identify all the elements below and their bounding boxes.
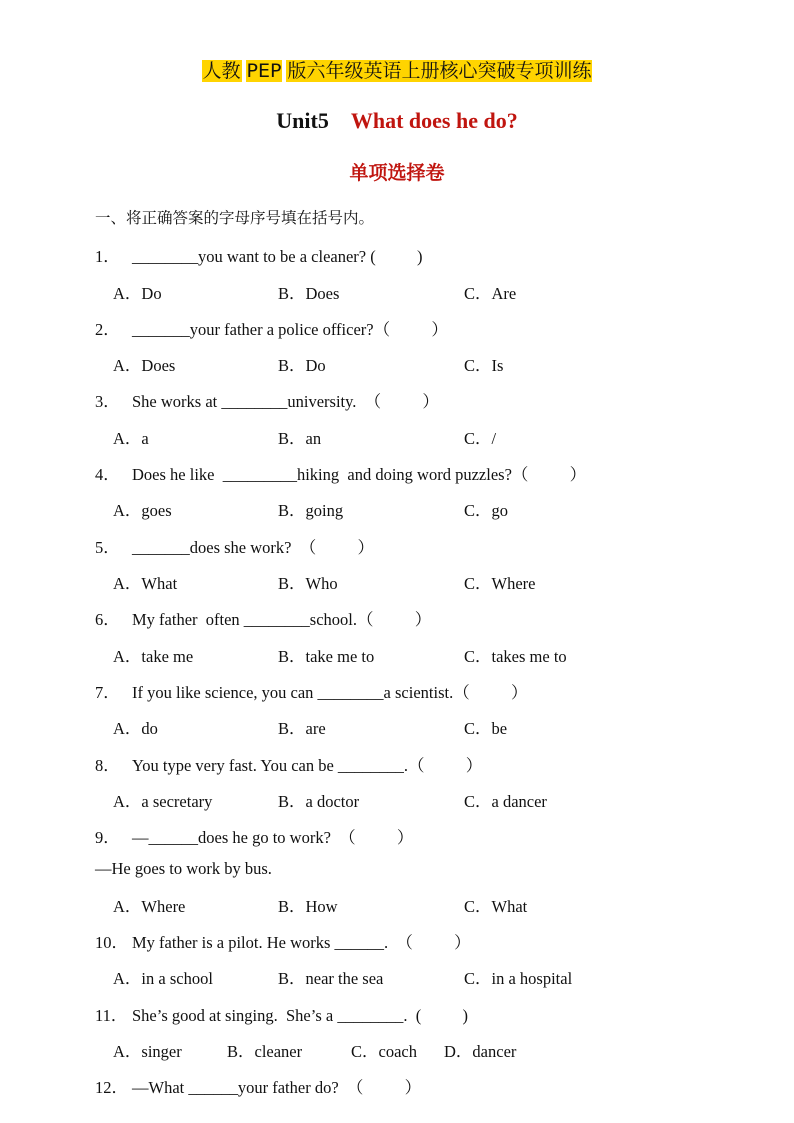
option-a[interactable]: A．Does bbox=[113, 356, 176, 375]
question-number: 3． bbox=[95, 392, 120, 411]
option-b[interactable]: B．take me to bbox=[278, 647, 375, 666]
question-number: 5． bbox=[95, 538, 120, 557]
option-b[interactable]: B．Do bbox=[278, 356, 326, 375]
question-text: She works at ________university. （ ） bbox=[132, 392, 439, 411]
question-8 bbox=[95, 752, 482, 776]
question-text: My father is a pilot. He works ______. （ ） bbox=[132, 933, 471, 952]
question-text: —______does he go to work? （ ） bbox=[132, 828, 414, 847]
option-a[interactable]: A．in a school bbox=[113, 969, 213, 988]
option-c[interactable]: C．in a hospital bbox=[464, 969, 573, 988]
option-b[interactable]: B．are bbox=[278, 719, 326, 738]
banner-part-course: 版六年级英语上册核心突破专项训练 bbox=[287, 60, 592, 82]
option-b[interactable]: B．an bbox=[278, 429, 322, 448]
banner-part-publisher: 人教 bbox=[202, 60, 241, 82]
option-a[interactable]: A．What bbox=[113, 574, 178, 593]
question-4 bbox=[95, 461, 586, 485]
question-7 bbox=[95, 679, 527, 703]
option-c[interactable]: C．a dancer bbox=[464, 792, 547, 811]
option-c[interactable]: C．be bbox=[464, 719, 508, 738]
option-c[interactable]: C．Is bbox=[464, 356, 504, 375]
question-12 bbox=[95, 1074, 421, 1098]
question-number: 2． bbox=[95, 320, 120, 339]
unit-name: What does he do? bbox=[350, 108, 518, 133]
option-a[interactable]: A．goes bbox=[113, 501, 172, 520]
option-a[interactable]: A．a secretary bbox=[113, 792, 213, 811]
option-b[interactable]: B．near the sea bbox=[278, 969, 384, 988]
question-text: Does he like _________hiking and doing word puzzles?（ ） bbox=[132, 465, 587, 484]
option-b[interactable]: B．going bbox=[278, 501, 344, 520]
banner-part-pep: PEP bbox=[246, 60, 282, 82]
unit-title bbox=[0, 108, 794, 134]
question-text: —What ______your father do? （ ） bbox=[132, 1078, 422, 1097]
question-number: 1． bbox=[95, 247, 120, 266]
dialogue-answer-line: —He goes to work by bus. bbox=[95, 859, 272, 878]
question-text: My father often ________school.（ ） bbox=[132, 610, 432, 629]
option-c[interactable]: C．What bbox=[464, 897, 528, 916]
option-b[interactable]: B．a doctor bbox=[278, 792, 360, 811]
question-3 bbox=[95, 388, 439, 412]
question-text: You type very fast. You can be ________.（ ） bbox=[132, 756, 483, 775]
question-text: _______your father a police officer?（ ） bbox=[132, 320, 448, 339]
section-instruction: 一、将正确答案的字母序号填在括号内。 bbox=[95, 209, 375, 227]
worksheet-banner bbox=[0, 54, 794, 88]
option-d[interactable]: D．dancer bbox=[444, 1042, 517, 1061]
question-number: 8． bbox=[95, 756, 120, 775]
option-a[interactable]: A．Do bbox=[113, 284, 162, 303]
option-c[interactable]: C．Where bbox=[464, 574, 536, 593]
option-b[interactable]: B．How bbox=[278, 897, 338, 916]
question-11 bbox=[95, 1002, 468, 1026]
question-number: 12． bbox=[95, 1078, 128, 1097]
question-1 bbox=[95, 243, 423, 267]
option-c[interactable]: C．takes me to bbox=[464, 647, 567, 666]
option-a[interactable]: A．singer bbox=[113, 1042, 182, 1061]
question-number: 10． bbox=[95, 933, 128, 952]
option-c[interactable]: C．Are bbox=[464, 284, 517, 303]
question-text: She’s good at singing. She’s a ________. ( ) bbox=[132, 1006, 468, 1025]
unit-number: Unit5 bbox=[276, 108, 329, 133]
option-b[interactable]: B．Who bbox=[278, 574, 338, 593]
question-number: 6． bbox=[95, 610, 120, 629]
question-text: ________you want to be a cleaner? ( ) bbox=[132, 247, 423, 266]
question-6 bbox=[95, 606, 431, 630]
option-c[interactable]: C．go bbox=[464, 501, 509, 520]
question-number: 9． bbox=[95, 828, 120, 847]
option-b[interactable]: B．Does bbox=[278, 284, 340, 303]
worksheet-subtitle: 单项选择卷 bbox=[349, 162, 445, 184]
option-b[interactable]: B．cleaner bbox=[227, 1042, 303, 1061]
question-number: 11． bbox=[95, 1006, 128, 1025]
option-c[interactable]: C．coach bbox=[351, 1042, 417, 1061]
question-text: If you like science, you can ________a scientist.（ ） bbox=[132, 683, 528, 702]
question-text: _______does she work? （ ） bbox=[132, 538, 374, 557]
question-number: 4． bbox=[95, 465, 120, 484]
option-a[interactable]: A．do bbox=[113, 719, 158, 738]
option-a[interactable]: A．a bbox=[113, 429, 149, 448]
question-10 bbox=[95, 929, 471, 953]
question-5 bbox=[95, 534, 374, 558]
option-a[interactable]: A．Where bbox=[113, 897, 186, 916]
question-9 bbox=[95, 824, 413, 848]
question-number: 7． bbox=[95, 683, 120, 702]
option-c[interactable]: C．/ bbox=[464, 429, 497, 448]
question-2 bbox=[95, 316, 448, 340]
option-a[interactable]: A．take me bbox=[113, 647, 194, 666]
